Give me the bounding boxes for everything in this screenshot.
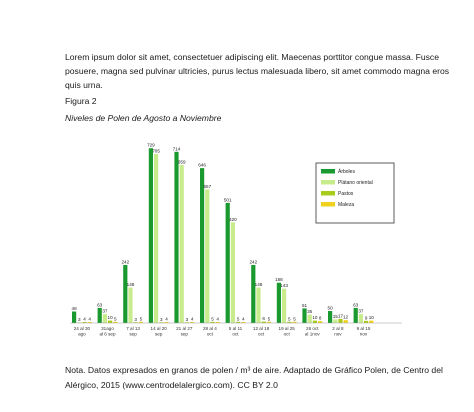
bar-1-7 <box>256 288 260 323</box>
figure-title: Niveles de Polen de Agosto a Noviembre <box>65 113 222 123</box>
bar-1-6 <box>231 222 235 323</box>
x-tick-label-9-1: al 1nov <box>304 331 320 337</box>
data-label-2-5: 5 <box>211 316 214 322</box>
bar-2-1 <box>108 321 112 323</box>
data-label-1-2: 148 <box>126 282 135 288</box>
bar-3-11 <box>369 321 373 323</box>
data-label-1-3: 705 <box>152 148 160 154</box>
figure-note: Nota. Datos expresados en granos de polen / m³ de aire. Adaptado de Gráfico Polen, de Centro del Alérgico, 2015 (www.centrodelalergico.com). CC BY 2.0 <box>65 365 443 390</box>
data-label-3-6: 4 <box>242 316 245 322</box>
data-label-0-3: 729 <box>147 142 155 148</box>
bar-2-11 <box>364 321 368 323</box>
x-tick-label-10-0: 2 al 8 <box>332 326 344 331</box>
legend-swatch-3 <box>321 202 335 207</box>
x-tick-label-0-0: 24 al 30 <box>73 326 91 331</box>
data-label-2-4: 3 <box>185 316 189 322</box>
data-label-3-11: 10 <box>368 315 374 321</box>
x-tick-label-5-1: oct <box>206 331 213 337</box>
data-label-2-10: 17 <box>337 313 344 319</box>
x-tick-label-4-1: sep <box>180 331 189 337</box>
x-tick-label-7-0: 12 al 18 <box>252 326 270 331</box>
legend-swatch-1 <box>321 180 335 185</box>
data-label-3-10: 12 <box>343 314 349 320</box>
figure-label: Figura 2 <box>65 96 97 106</box>
data-label-2-7: 6 <box>262 316 265 322</box>
bar-3-10 <box>344 320 348 323</box>
x-tick-label-1-1: al 6 sep <box>99 331 116 337</box>
bar-0-5 <box>200 168 204 323</box>
data-label-1-7: 148 <box>254 282 263 288</box>
data-label-2-8: 5 <box>288 316 291 322</box>
bar-0-8 <box>277 283 281 323</box>
x-tick-label-3-1: sep <box>154 331 163 337</box>
data-label-0-10: 50 <box>327 305 333 311</box>
bar-0-11 <box>354 308 358 323</box>
pollen-bar-chart <box>60 126 474 356</box>
data-label-3-0: 4 <box>88 316 91 322</box>
data-label-3-9: 8 <box>318 315 322 321</box>
legend-label-1: Plátano oriental <box>338 180 373 187</box>
bar-1-2 <box>128 288 132 323</box>
legend-label-3: Maleza <box>338 202 355 209</box>
legend-swatch-2 <box>321 191 335 196</box>
data-label-2-2: 3 <box>134 316 137 322</box>
legend <box>316 163 394 223</box>
data-label-3-3: 4 <box>165 316 168 322</box>
x-tick-label-1-0: 31ago <box>101 326 114 331</box>
x-tick-labels <box>74 326 371 337</box>
bar-1-3 <box>154 154 158 323</box>
bar-0-4 <box>174 152 178 323</box>
x-tick-label-0-1: ago <box>78 331 86 337</box>
data-label-1-9: 35 <box>307 309 313 315</box>
data-label-0-0: 48 <box>71 305 77 311</box>
data-label-0-5: 646 <box>198 162 206 168</box>
legend-label-0: Árboles <box>338 169 355 176</box>
bar-0-7 <box>251 265 255 323</box>
bar-1-1 <box>103 314 107 323</box>
bar-0-9 <box>302 308 306 323</box>
data-label-1-8: 143 <box>280 283 288 289</box>
bar-2-9 <box>313 321 317 323</box>
data-label-3-2: 5 <box>139 316 143 322</box>
data-label-1-10: 15 <box>332 313 338 319</box>
data-label-0-11: 63 <box>353 302 359 308</box>
legend-label-2: Pastos <box>338 191 354 198</box>
data-label-1-6: 420 <box>229 216 237 222</box>
data-label-0-1: 63 <box>97 302 103 308</box>
data-label-1-4: 659 <box>177 159 186 165</box>
bar-0-10 <box>328 311 332 323</box>
legend-swatch-0 <box>321 169 335 174</box>
bar-1-5 <box>205 189 209 323</box>
x-tick-label-10-1: nov <box>334 331 342 337</box>
data-label-3-1: 5 <box>114 316 117 322</box>
bar-0-1 <box>98 308 102 323</box>
bar-1-11 <box>359 314 363 323</box>
bar-0-0 <box>72 311 76 323</box>
data-label-3-5: 4 <box>216 316 219 322</box>
data-label-1-0: 3 <box>78 316 81 322</box>
data-label-3-4: 4 <box>190 316 194 322</box>
data-label-2-1: 10 <box>107 315 113 321</box>
data-label-0-6: 501 <box>223 197 232 203</box>
bar-0-2 <box>123 265 127 323</box>
data-label-0-9: 61 <box>301 302 308 308</box>
x-tick-label-8-0: 19 al 25 <box>278 326 295 331</box>
data-label-2-0: 4 <box>83 316 86 322</box>
bar-1-9 <box>308 315 312 323</box>
data-label-1-1: 37 <box>102 308 108 314</box>
x-tick-label-11-0: 9 al 15 <box>356 326 371 331</box>
body-paragraph: Lorem ipsum dolor sit amet, consectetuer adipiscing elit. Maecenas porttitor congue massa. Fusce posuere, magna sed pulvinar ultricies, purus lectus malesuada libero, sit amet commodo magna eros quis urna. <box>65 52 450 90</box>
bar-0-3 <box>149 148 153 323</box>
x-tick-label-3-0: 14 al 20 <box>150 326 167 331</box>
x-tick-label-2-0: 7 al 13 <box>126 326 140 331</box>
x-tick-label-5-0: 28 al 4 <box>203 326 217 331</box>
bar-1-10 <box>333 319 337 323</box>
x-tick-label-8-1: oct <box>283 331 290 337</box>
data-label-0-4: 714 <box>172 146 181 152</box>
data-label-1-5: 557 <box>203 183 212 189</box>
data-label-1-11: 37 <box>358 308 364 314</box>
data-label-3-8: 5 <box>293 316 296 322</box>
data-label-0-2: 242 <box>121 259 130 265</box>
bar-1-4 <box>180 165 184 323</box>
data-label-0-7: 242 <box>249 259 258 265</box>
x-tick-label-4-0: 21 al 27 <box>176 326 193 331</box>
data-label-2-3: 3 <box>160 316 163 322</box>
x-tick-label-11-1: nov <box>359 331 368 337</box>
data-label-3-7: 5 <box>267 316 271 322</box>
x-tick-label-6-0: 5 al 11 <box>228 326 243 331</box>
x-tick-label-9-0: 26 oct <box>306 326 319 331</box>
data-label-2-11: 9 <box>364 315 368 321</box>
data-label-0-8: 168 <box>275 277 283 283</box>
x-tick-label-2-1: sep <box>129 331 137 337</box>
bar-2-10 <box>338 319 342 323</box>
data-label-2-9: 10 <box>312 315 318 321</box>
x-tick-label-7-1: oct <box>258 331 265 337</box>
x-tick-label-6-1: oct <box>232 331 239 337</box>
bar-1-8 <box>282 289 286 323</box>
data-label-2-6: 5 <box>236 316 240 322</box>
